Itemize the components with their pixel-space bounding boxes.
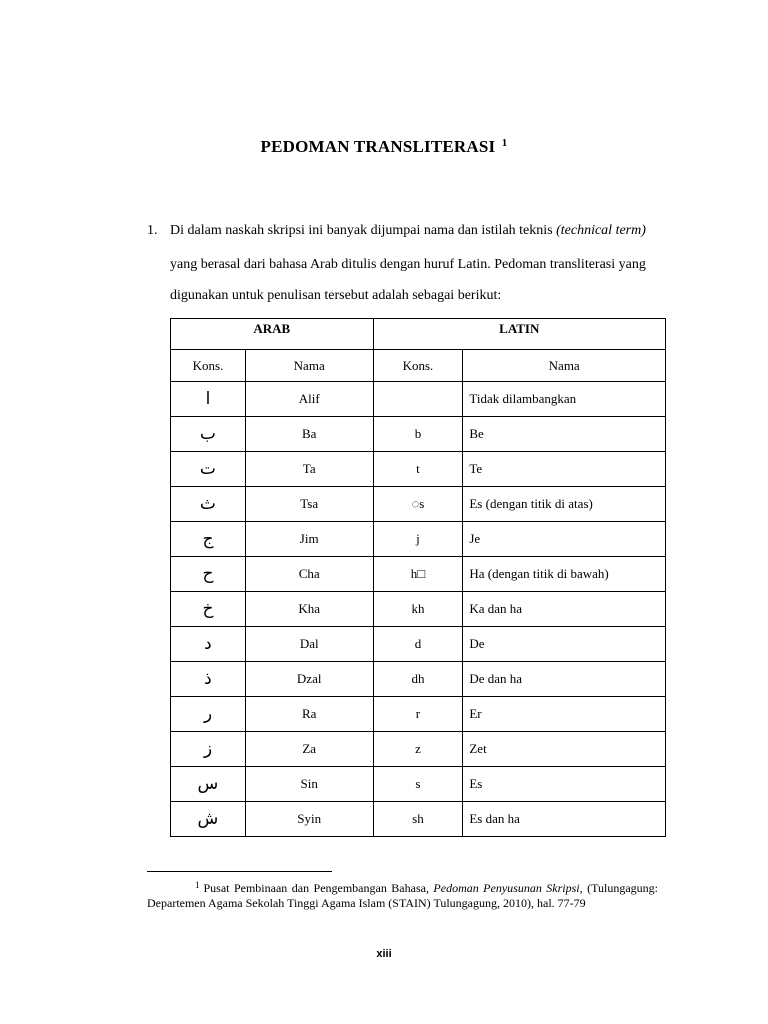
group-header-latin: LATIN <box>373 319 665 350</box>
column-header-latin-kons: Kons. <box>373 350 463 382</box>
arab-name-cell: Dzal <box>245 662 373 697</box>
table-group-header-row <box>171 319 666 350</box>
column-header-arab-kons: Kons. <box>171 350 246 382</box>
arab-consonant-cell: ب <box>171 417 246 452</box>
latin-name-cell: Zet <box>463 732 666 767</box>
column-header-arab-nama: Nama <box>245 350 373 382</box>
latin-name-cell: Er <box>463 697 666 732</box>
latin-name-cell: Es (dengan titik di atas) <box>463 487 666 522</box>
arab-name-cell: Ba <box>245 417 373 452</box>
intro-line-1-text: Di dalam naskah skripsi ini banyak dijumpai nama dan istilah teknis <box>170 223 557 238</box>
page-title-text: PEDOMAN TRANSLITERASI <box>260 137 496 156</box>
arab-name-cell: Tsa <box>245 487 373 522</box>
arab-consonant-cell: ت <box>171 452 246 487</box>
arab-name-cell: Dal <box>245 627 373 662</box>
table-row <box>171 592 666 627</box>
arab-consonant-cell: ش <box>171 802 246 837</box>
table-row <box>171 452 666 487</box>
arab-consonant-cell: ر <box>171 697 246 732</box>
latin-name-cell: De <box>463 627 666 662</box>
arab-consonant-cell: خ <box>171 592 246 627</box>
latin-consonant-cell <box>373 382 463 417</box>
latin-name-cell: Be <box>463 417 666 452</box>
footnote-book-title: Pedoman Penyusunan Skripsi, <box>433 881 583 895</box>
column-header-latin-nama: Nama <box>463 350 666 382</box>
table-row <box>171 417 666 452</box>
intro-line-2: yang berasal dari bahasa Arab ditulis dengan huruf Latin. Pedoman transliterasi yang <box>170 257 646 272</box>
arab-consonant-cell: ز <box>171 732 246 767</box>
table-row <box>171 802 666 837</box>
latin-consonant-cell: h□ <box>373 557 463 592</box>
table-row <box>171 487 666 522</box>
footnote <box>147 878 658 911</box>
table-row <box>171 732 666 767</box>
latin-name-cell: Ka dan ha <box>463 592 666 627</box>
table-row <box>171 382 666 417</box>
latin-consonant-cell: j <box>373 522 463 557</box>
table-row <box>171 522 666 557</box>
arab-name-cell: Kha <box>245 592 373 627</box>
transliteration-table <box>170 318 666 837</box>
arab-name-cell: Ra <box>245 697 373 732</box>
group-header-arab: ARAB <box>171 319 374 350</box>
table-body <box>171 382 666 837</box>
page-number: xiii <box>376 948 392 960</box>
arab-name-cell: Alif <box>245 382 373 417</box>
latin-name-cell: De dan ha <box>463 662 666 697</box>
arab-name-cell: Za <box>245 732 373 767</box>
footnote-divider <box>147 871 332 872</box>
arab-name-cell: Cha <box>245 557 373 592</box>
table-row <box>171 557 666 592</box>
intro-line-3: digunakan untuk penulisan tersebut adalah sebagai berikut: <box>170 288 502 303</box>
table-row <box>171 767 666 802</box>
arab-name-cell: Jim <box>245 522 373 557</box>
arab-consonant-cell: د <box>171 627 246 662</box>
latin-name-cell: Je <box>463 522 666 557</box>
latin-consonant-cell: sh <box>373 802 463 837</box>
arab-consonant-cell: ح <box>171 557 246 592</box>
latin-consonant-cell: dh <box>373 662 463 697</box>
latin-consonant-cell: kh <box>373 592 463 627</box>
arab-consonant-cell: ج <box>171 522 246 557</box>
intro-line-1 <box>170 223 646 239</box>
arab-consonant-cell: ث <box>171 487 246 522</box>
table-column-header-row <box>171 350 666 382</box>
table-row <box>171 697 666 732</box>
latin-consonant-cell: t <box>373 452 463 487</box>
latin-name-cell: Ha (dengan titik di bawah) <box>463 557 666 592</box>
latin-consonant-cell: ◌s <box>373 487 463 522</box>
page-title <box>0 137 768 157</box>
table-row <box>171 627 666 662</box>
arab-name-cell: Sin <box>245 767 373 802</box>
latin-name-cell: Es <box>463 767 666 802</box>
list-number: 1. <box>147 223 158 238</box>
latin-consonant-cell: r <box>373 697 463 732</box>
footnote-text-start: Pusat Pembinaan dan Pengembangan Bahasa, <box>203 881 434 895</box>
latin-consonant-cell: z <box>373 732 463 767</box>
latin-name-cell: Te <box>463 452 666 487</box>
arab-consonant-cell: ذ <box>171 662 246 697</box>
latin-name-cell: Es dan ha <box>463 802 666 837</box>
arab-consonant-cell: س <box>171 767 246 802</box>
footnote-text-end: (Tulungagung: Departemen Agama Sekolah Tinggi Agama Islam (STAIN) Tulungagung, 2010), hal. 77-79 <box>147 881 658 910</box>
technical-term-italic: (technical term) <box>556 223 646 238</box>
latin-consonant-cell: b <box>373 417 463 452</box>
table-row <box>171 662 666 697</box>
latin-consonant-cell: s <box>373 767 463 802</box>
arab-consonant-cell: ا <box>171 382 246 417</box>
arab-name-cell: Ta <box>245 452 373 487</box>
latin-name-cell: Tidak dilambangkan <box>463 382 666 417</box>
footnote-mark: 1 <box>195 880 200 890</box>
footnote-reference: 1 <box>501 137 508 149</box>
latin-consonant-cell: d <box>373 627 463 662</box>
arab-name-cell: Syin <box>245 802 373 837</box>
